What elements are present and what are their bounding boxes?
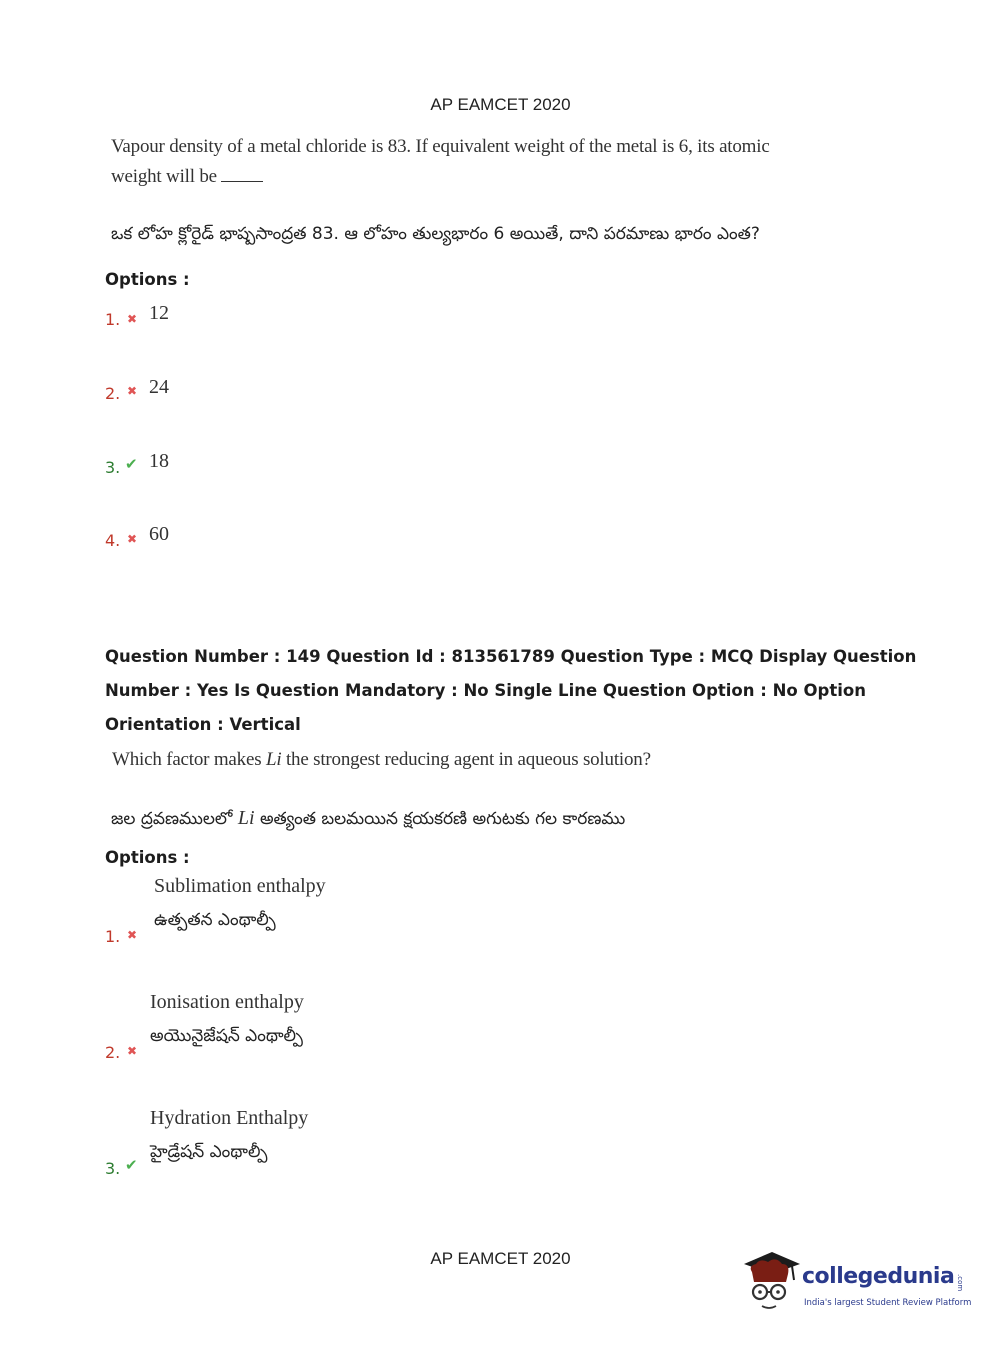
question2-text-telugu: జల ద్రవణములలో Li అత్యంత బలమయిన క్షయకరణి అగుటకు గల కారణము — [111, 807, 626, 829]
option-number: 1. — [105, 310, 121, 329]
question-meta-line3: Orientation : Vertical — [105, 715, 301, 734]
cross-icon: ✖ — [127, 1044, 138, 1058]
cross-icon: ✖ — [127, 532, 138, 546]
option-number: 3. — [105, 458, 121, 477]
option-text: Ionisation enthalpy — [150, 991, 304, 1013]
mascot-icon — [742, 1248, 802, 1318]
option-text: Sublimation enthalpy — [154, 875, 326, 897]
option-text-telugu: హైడ్రేషన్ ఎంథాల్పీ — [150, 1142, 268, 1162]
logo-tagline: India's largest Student Review Platform — [804, 1298, 972, 1308]
answer-blank — [221, 167, 263, 182]
logo-wordmark: collegedunia — [802, 1264, 955, 1289]
checkmark-icon: ✔ — [125, 455, 138, 473]
question1-options-label: Options : — [105, 270, 190, 289]
page-header-title: AP EAMCET 2020 — [430, 95, 571, 114]
option-number: 1. — [105, 927, 121, 946]
cross-icon: ✖ — [127, 312, 138, 326]
option-number: 4. — [105, 531, 121, 550]
checkmark-icon: ✔ — [125, 1156, 138, 1174]
logo-suffix: .com — [956, 1274, 964, 1292]
option-value: 12 — [149, 302, 169, 324]
collegedunia-logo — [742, 1248, 972, 1318]
question1-text-line2: weight will be — [111, 162, 770, 192]
question1-text-line1: Vapour density of a metal chloride is 83. If equivalent weight of the metal is 6, its atomic — [111, 136, 770, 157]
question1-text — [111, 132, 770, 192]
cross-icon: ✖ — [127, 928, 138, 942]
option-value: 24 — [149, 376, 169, 398]
option-value: 60 — [149, 523, 169, 545]
question2-text: Which factor makes Li the strongest reducing agent in aqueous solution? — [112, 749, 651, 770]
option-row[interactable] — [105, 875, 505, 955]
question-meta-line2: Number : Yes Is Question Mandatory : No Single Line Question Option : No Option — [105, 681, 866, 700]
option-text-telugu: ఉత్పతన ఎంథాల్పీ — [154, 910, 276, 930]
option-row[interactable] — [105, 1107, 505, 1187]
option-number: 2. — [105, 1043, 121, 1062]
question-meta-line1: Question Number : 149 Question Id : 813561789 Question Type : MCQ Display Question — [105, 647, 917, 666]
page-footer-title: AP EAMCET 2020 — [430, 1249, 571, 1268]
option-text: Hydration Enthalpy — [150, 1107, 309, 1129]
lithium-symbol: Li — [237, 807, 255, 829]
option-number: 3. — [105, 1159, 121, 1178]
option-text-telugu: అయొనైజేషన్ ఎంథాల్పీ — [150, 1026, 303, 1046]
option-number: 2. — [105, 384, 121, 403]
cross-icon: ✖ — [127, 384, 138, 398]
option-value: 18 — [149, 450, 169, 472]
question1-text-telugu: ఒక లోహ క్లోరైడ్ భాష్పసాంద్రత 83. ఆ లోహం తుల్యభారం 6 అయితే, దాని పరమాణు భారం ఎంత? — [111, 224, 760, 244]
lithium-symbol: Li — [265, 749, 282, 770]
question2-options-label: Options : — [105, 848, 190, 867]
option-row[interactable] — [105, 991, 505, 1071]
